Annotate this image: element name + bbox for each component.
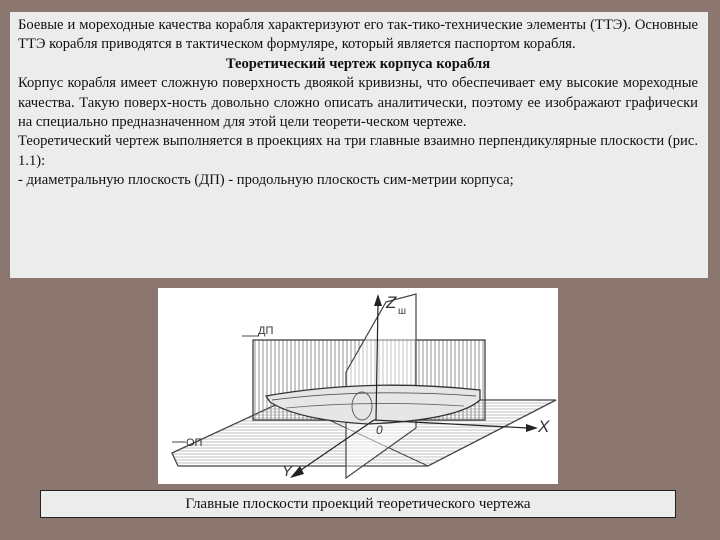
- y-axis-label: Y: [282, 463, 293, 480]
- op-label: ОП: [186, 437, 203, 449]
- projection-paragraph: Теоретический чертеж выполняется в проекциях на три главные взаимно перпендикулярные плоскости (рис. 1.1):: [18, 133, 698, 169]
- x-axis-label: X: [538, 417, 550, 436]
- projection-planes-figure: [158, 288, 558, 484]
- text-panel: [10, 12, 708, 278]
- section-heading: Теоретический чертеж корпуса корабля: [225, 55, 491, 72]
- mid-frame-label: ш: [398, 306, 407, 317]
- z-axis-label: Z: [386, 293, 397, 312]
- dp-paragraph: - диаметральную плоскость (ДП) - продольную плоскость сим-метрии корпуса;: [18, 172, 514, 189]
- hull-paragraph: Корпус корабля имеет сложную поверхность двоякой кривизны, что обеспечивает ему высокие мореходные качества. Такую поверх-ность довольно сложно описать аналитически, поэтому ее изображают графически на специально предназначенном для этой цели теорети-ческом чертеже.: [18, 75, 698, 131]
- projection-planes-drawing: [158, 288, 558, 484]
- figure-caption: Главные плоскости проекций теоретического чертежа: [40, 490, 676, 518]
- intro-paragraph: Боевые и мореходные качества корабля характеризуют его так-тико-технические элементы (ТТЭ). Основные ТТЭ корабля приводятся в тактическом формуляре, который является паспортом корабля.: [18, 17, 698, 53]
- origin-label: 0: [376, 423, 383, 437]
- dp-label: ДП: [258, 325, 274, 337]
